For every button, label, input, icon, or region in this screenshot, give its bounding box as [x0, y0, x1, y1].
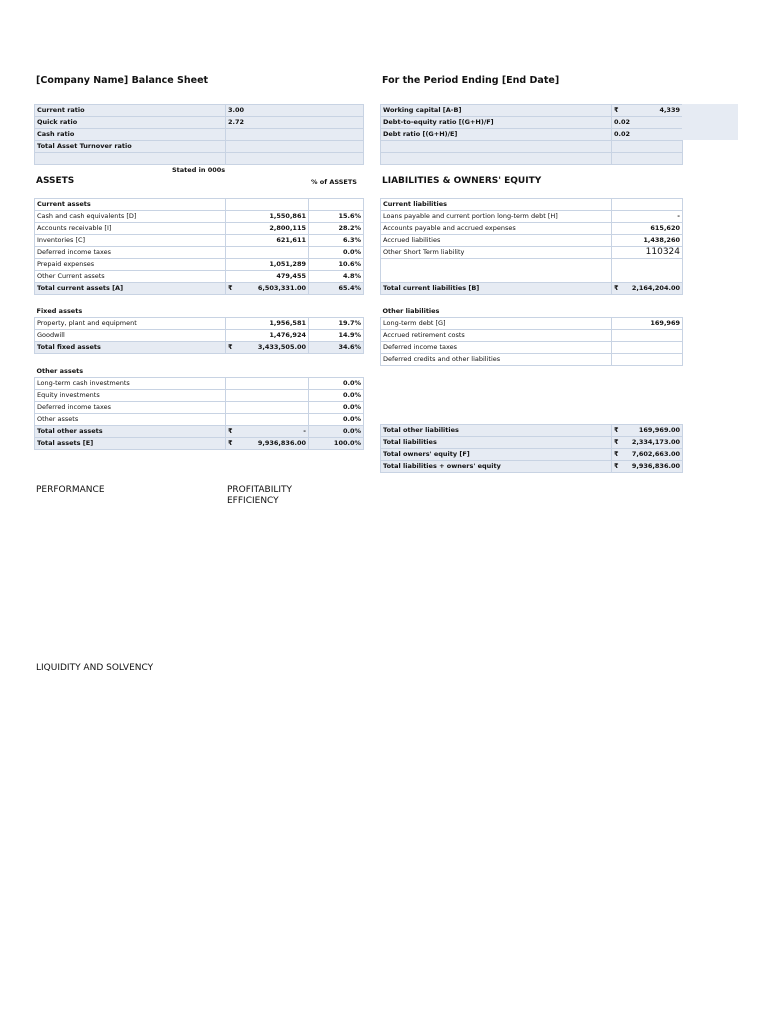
total-value: 9,936,836.00: [631, 462, 680, 470]
row-pct: 10.6%: [309, 259, 364, 271]
total-pct: 100.0%: [309, 438, 364, 450]
ratio-spacer-row: [35, 153, 364, 165]
row-label: Long-term debt [G]: [381, 318, 612, 330]
section-title-row: [381, 306, 683, 318]
row-label: Loans payable and current portion long-term debt [H]: [381, 211, 612, 223]
empty-cell: [309, 306, 364, 318]
total-value: -: [303, 427, 306, 435]
row-label: Accounts payable and accrued expenses: [381, 223, 612, 235]
empty-cell: [381, 153, 612, 165]
row-value[interactable]: 479,455: [226, 271, 309, 283]
total-row: [381, 461, 683, 473]
ratios-left-table: [34, 104, 364, 165]
empty-cell: [612, 259, 683, 283]
total-pct: 34.6%: [309, 342, 364, 354]
section-title: Current liabilities: [381, 199, 612, 211]
empty-cell: [35, 153, 226, 165]
row-value[interactable]: [612, 354, 683, 366]
table-row: [35, 330, 364, 342]
table-row: [35, 318, 364, 330]
total-value: 169,969.00: [638, 426, 680, 434]
row-value[interactable]: 1,438,260: [612, 235, 683, 247]
row-label: Other Current assets: [35, 271, 226, 283]
row-pct: 6.3%: [309, 235, 364, 247]
total-row: [35, 426, 364, 438]
currency-symbol: ₹: [228, 439, 233, 447]
total-label: Total other liabilities: [381, 425, 612, 437]
total-pct: 65.4%: [309, 283, 364, 295]
total-label: Total liabilities + owners' equity: [381, 461, 612, 473]
ratio-value[interactable]: 2.72: [226, 117, 364, 129]
ratio-spacer-row: [381, 141, 683, 153]
section-title-row: [35, 306, 364, 318]
ratio-value: 4,339: [659, 106, 680, 114]
row-value[interactable]: [226, 390, 309, 402]
row-value[interactable]: 169,969: [612, 318, 683, 330]
section-title-row: [35, 199, 364, 211]
ratio-label: Debt ratio [(G+H)/E]: [381, 129, 612, 141]
row-label: Equity investments: [35, 390, 226, 402]
empty-cell: [612, 141, 683, 153]
ratio-value[interactable]: 3.00: [226, 105, 364, 117]
ratio-row: [35, 105, 364, 117]
row-pct: 28.2%: [309, 223, 364, 235]
currency-symbol: ₹: [614, 438, 619, 446]
row-pct: 0.0%: [309, 378, 364, 390]
total-value: 2,334,173.00: [631, 438, 680, 446]
empty-cell: [612, 306, 683, 318]
row-value[interactable]: [612, 342, 683, 354]
ratio-row: [35, 117, 364, 129]
total-value: 2,164,204.00: [631, 284, 680, 292]
total-label: Total fixed assets: [35, 342, 226, 354]
empty-cell: [612, 199, 683, 211]
total-value-cell: [226, 426, 309, 438]
row-value[interactable]: -: [612, 211, 683, 223]
section-title: Current assets: [35, 199, 226, 211]
empty-cell: [612, 153, 683, 165]
row-label: Other assets: [35, 414, 226, 426]
row-label: Accrued liabilities: [381, 235, 612, 247]
ratio-label: Quick ratio: [35, 117, 226, 129]
row-label: Deferred income taxes: [35, 402, 226, 414]
empty-cell: [381, 259, 612, 283]
total-value: 6,503,331.00: [257, 284, 306, 292]
ratio-row: [381, 117, 683, 129]
empty-cell: [309, 199, 364, 211]
table-row: [35, 247, 364, 259]
total-row: [381, 425, 683, 437]
row-pct: 14.9%: [309, 330, 364, 342]
liquidity-label: LIQUIDITY AND SOLVENCY: [36, 663, 154, 673]
empty-cell: [226, 306, 309, 318]
currency-symbol: ₹: [228, 427, 233, 435]
total-row: [381, 449, 683, 461]
total-row: [381, 437, 683, 449]
spacer-row: [381, 259, 683, 283]
currency-symbol: ₹: [228, 343, 233, 351]
ratio-row: [35, 129, 364, 141]
ratio-label: Debt-to-equity ratio [(G+H)/F]: [381, 117, 612, 129]
empty-cell: [226, 153, 364, 165]
row-value[interactable]: 1,476,924: [226, 330, 309, 342]
section-title-row: [381, 199, 683, 211]
other-assets-table: [34, 366, 364, 450]
row-label: Deferred income taxes: [381, 342, 612, 354]
section-title: Other liabilities: [382, 307, 440, 315]
section-title: Fixed assets: [36, 307, 83, 315]
table-row: [381, 223, 683, 235]
total-label: Total current liabilities [B]: [381, 283, 612, 295]
table-row: [35, 259, 364, 271]
empty-cell: [226, 366, 309, 378]
currency-symbol: ₹: [614, 284, 619, 292]
liabilities-totals-table: [380, 424, 683, 473]
currency-symbol: ₹: [614, 106, 619, 114]
row-pct: 0.0%: [309, 390, 364, 402]
total-label: Total assets [E]: [35, 438, 226, 450]
row-label: Property, plant and equipment: [35, 318, 226, 330]
row-label: Prepaid expenses: [35, 259, 226, 271]
row-pct: 15.6%: [309, 211, 364, 223]
total-value-cell: [226, 438, 309, 450]
ratio-row: [35, 141, 364, 153]
total-value-cell: [612, 461, 683, 473]
stated-note: Stated in 000s: [172, 166, 226, 174]
row-value[interactable]: 1,051,289: [226, 259, 309, 271]
ratio-label: Current ratio: [35, 105, 226, 117]
total-label: Total owners' equity [F]: [381, 449, 612, 461]
table-row: [35, 378, 364, 390]
ratio-spacer-row: [381, 153, 683, 165]
table-row: [35, 402, 364, 414]
empty-cell: [226, 199, 309, 211]
currency-symbol: ₹: [614, 450, 619, 458]
ratio-label: Total Asset Turnover ratio: [35, 141, 226, 153]
row-pct: 4.8%: [309, 271, 364, 283]
total-label: Total current assets [A]: [35, 283, 226, 295]
row-pct: 0.0%: [309, 402, 364, 414]
ratio-row: [381, 105, 683, 117]
table-row: [381, 247, 683, 259]
row-label: Cash and cash equivalents [D]: [35, 211, 226, 223]
total-value: 7,602,663.00: [631, 450, 680, 458]
table-row: [381, 235, 683, 247]
table-row: [35, 211, 364, 223]
total-value: 9,936,836.00: [257, 439, 306, 447]
ratios-right-table: [380, 104, 683, 165]
period-title: For the Period Ending [End Date]: [382, 75, 560, 86]
balance-sheet-title: [Company Name] Balance Sheet: [36, 75, 209, 86]
row-value[interactable]: [226, 414, 309, 426]
table-row: [381, 330, 683, 342]
total-value: 3,433,505.00: [257, 343, 306, 351]
total-value-cell: [612, 283, 683, 295]
currency-symbol: ₹: [614, 462, 619, 470]
row-value[interactable]: [226, 247, 309, 259]
table-row: [35, 223, 364, 235]
profitability-label: PROFITABILITY: [227, 485, 293, 495]
row-label: Deferred credits and other liabilities: [381, 354, 612, 366]
other-liabilities-table: [380, 306, 683, 366]
table-row: [381, 342, 683, 354]
table-row: [35, 271, 364, 283]
ratio-label: Working capital [A-B]: [381, 105, 612, 117]
pct-assets-heading: % of ASSETS: [311, 178, 357, 186]
row-label: Accrued retirement costs: [381, 330, 612, 342]
ratio-value[interactable]: [226, 129, 364, 141]
grand-total-row: [35, 438, 364, 450]
total-value-cell: [226, 342, 309, 354]
row-pct: 19.7%: [309, 318, 364, 330]
section-title-row: [35, 366, 364, 378]
row-value[interactable]: [226, 402, 309, 414]
table-row: [35, 390, 364, 402]
row-label: Deferred income taxes: [35, 247, 226, 259]
assets-heading: ASSETS: [36, 176, 75, 186]
total-value-cell: [612, 437, 683, 449]
row-value[interactable]: 621,611: [226, 235, 309, 247]
current-assets-table: [34, 198, 364, 295]
current-liabilities-table: [380, 198, 683, 295]
fixed-assets-table: [34, 306, 364, 354]
row-value[interactable]: 2,800,115: [226, 223, 309, 235]
row-value[interactable]: 1,956,581: [226, 318, 309, 330]
total-row: [35, 342, 364, 354]
table-row: [35, 414, 364, 426]
row-value[interactable]: [612, 330, 683, 342]
total-label: Total other assets: [35, 426, 226, 438]
section-title: Other assets: [36, 367, 84, 375]
total-value-cell: [612, 425, 683, 437]
ratio-value[interactable]: 0.02: [612, 117, 683, 129]
ratio-label: Cash ratio: [35, 129, 226, 141]
row-value[interactable]: 110324: [612, 247, 683, 259]
total-row: [35, 283, 364, 295]
ratio-value[interactable]: 0.02: [612, 129, 683, 141]
ratio-value[interactable]: [226, 141, 364, 153]
total-value-cell: [612, 449, 683, 461]
performance-label: PERFORMANCE: [36, 485, 105, 495]
currency-symbol: ₹: [614, 426, 619, 434]
row-value[interactable]: 615,620: [612, 223, 683, 235]
table-row: [381, 354, 683, 366]
row-value[interactable]: 1,550,861: [226, 211, 309, 223]
table-row: [381, 211, 683, 223]
total-label: Total liabilities: [381, 437, 612, 449]
efficiency-label: EFFICIENCY: [227, 496, 279, 506]
row-label: Long-term cash investments: [35, 378, 226, 390]
overflow-cell: [682, 104, 738, 140]
ratio-row: [381, 129, 683, 141]
ratio-value-cell[interactable]: [612, 105, 683, 117]
empty-cell: [309, 366, 364, 378]
total-row: [381, 283, 683, 295]
row-label: Inventories [C]: [35, 235, 226, 247]
liabilities-heading: LIABILITIES & OWNERS' EQUITY: [382, 176, 542, 186]
row-value[interactable]: [226, 378, 309, 390]
total-pct: 0.0%: [309, 426, 364, 438]
row-label: Other Short Term liability: [381, 247, 612, 259]
row-label: Accounts receivable [I]: [35, 223, 226, 235]
table-row: [381, 318, 683, 330]
empty-cell: [381, 141, 612, 153]
currency-symbol: ₹: [228, 284, 233, 292]
table-row: [35, 235, 364, 247]
row-label: Goodwill: [35, 330, 226, 342]
total-value-cell: [226, 283, 309, 295]
row-pct: 0.0%: [309, 247, 364, 259]
row-pct: 0.0%: [309, 414, 364, 426]
